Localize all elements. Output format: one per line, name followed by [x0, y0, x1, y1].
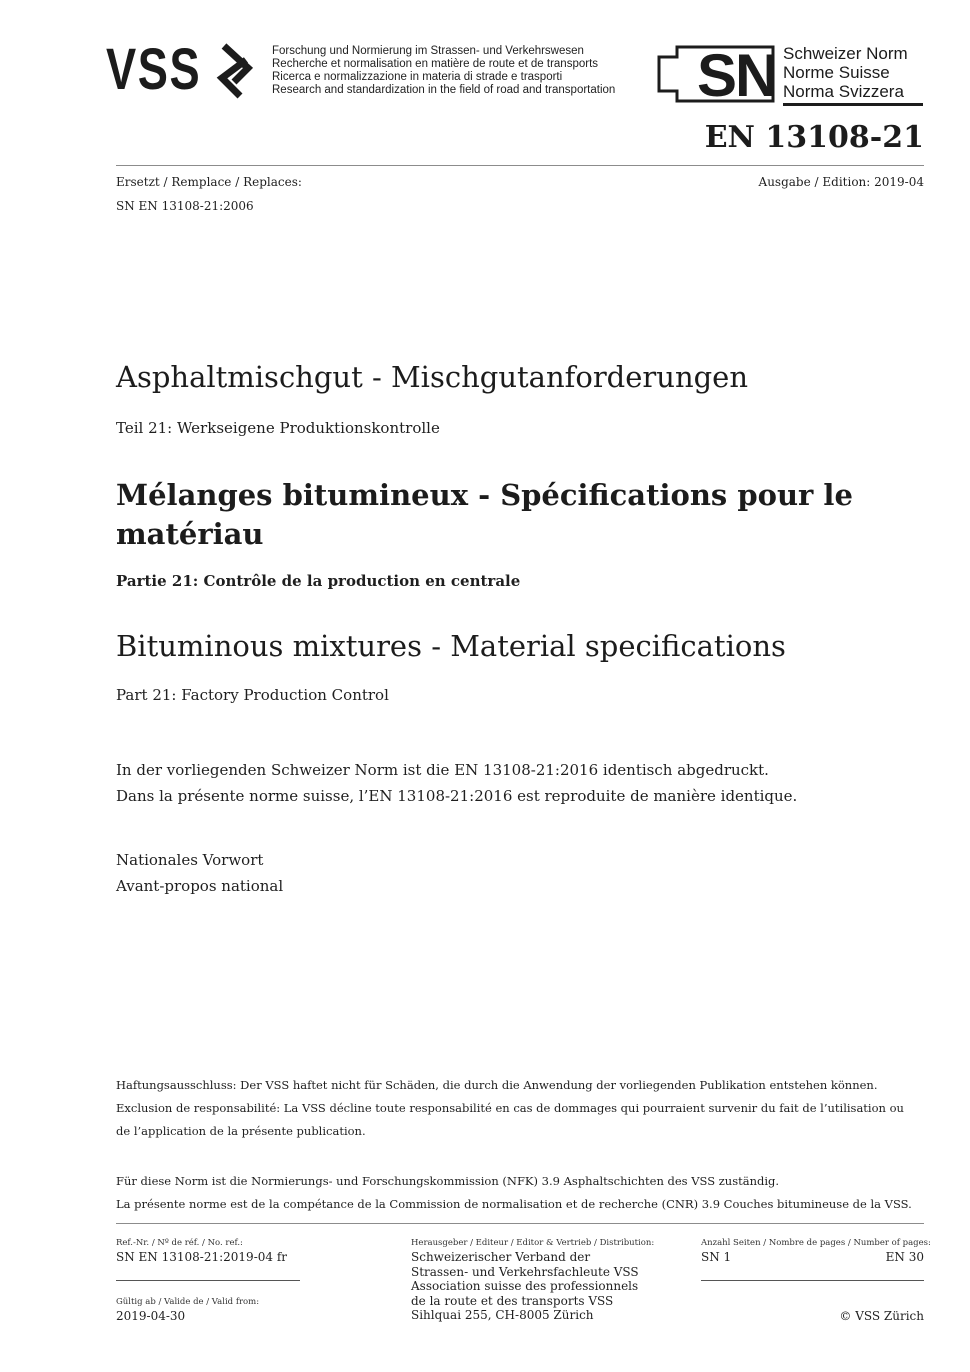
publisher-line: de la route et des transports VSS	[411, 1293, 614, 1308]
sn-name-it: Norma Svizzera	[783, 82, 904, 101]
title-de: Asphaltmischgut - Mischgutanforderungen	[116, 360, 749, 394]
sn-underline	[783, 103, 923, 106]
statement-de: In der vorliegenden Schweizer Norm ist die EN 13108-21:2016 identisch abgedruckt.	[116, 761, 769, 779]
part-de: Teil 21: Werkseigene Produktionskontrolle	[116, 419, 440, 437]
pages-divider	[701, 1280, 924, 1281]
pages-en: EN 30	[885, 1250, 924, 1264]
vss-logo	[106, 37, 266, 102]
ref-label: Ref.-Nr. / Nº de réf. / No. ref.:	[116, 1238, 243, 1248]
committee-fr: La présente norme est de la compétance de la Commission de normalisation et de recherche (CNR) 3.9 Couches bitumineuse de la VSS.	[116, 1197, 912, 1211]
header-divider	[116, 165, 924, 166]
title-en: Bituminous mixtures - Material specifications	[116, 629, 786, 663]
sn-logo	[657, 43, 927, 113]
vss-chevron-icon	[210, 40, 270, 102]
copyright: © VSS Zürich	[839, 1309, 924, 1323]
tagline-de: Forschung und Normierung im Strassen- und Verkehrswesen	[272, 45, 584, 57]
sn-name-fr: Norme Suisse	[783, 63, 890, 82]
disclaimer-fr-line2: de l’application de la présente publication.	[116, 1124, 366, 1138]
replaces-value: SN EN 13108-21:2006	[116, 199, 254, 213]
tagline-it: Ricerca e normalizzazione in materia di strade e trasporti	[272, 71, 563, 83]
title-fr	[116, 476, 853, 554]
valid-value: 2019-04-30	[116, 1309, 186, 1323]
publisher-address	[411, 1250, 639, 1323]
sn-names	[783, 44, 908, 101]
committee-de: Für diese Norm ist die Normierungs- und Forschungskommission (NFK) 3.9 Asphaltschichten des VSS zuständig.	[116, 1174, 780, 1188]
ref-divider	[116, 1280, 300, 1281]
standard-number: EN 13108-21	[704, 120, 924, 155]
title-fr-line1: Mélanges bitumineux - Spécifications pour le	[116, 478, 853, 512]
edition-label: Ausgabe / Edition: 2019-04	[758, 175, 924, 189]
ref-value: SN EN 13108-21:2019-04 fr	[116, 1250, 288, 1264]
statement-fr: Dans la présente norme suisse, l’EN 13108-21:2016 est reproduite de manière identique.	[116, 787, 798, 805]
sn-name-de: Schweizer Norm	[783, 44, 908, 63]
foreword-fr: Avant-propos national	[116, 877, 284, 895]
pages-label: Anzahl Seiten / Nombre de pages / Number of pages:	[701, 1238, 931, 1248]
foreword-de: Nationales Vorwort	[116, 851, 264, 869]
tagline-fr: Recherche et normalisation en matière de route et de transports	[272, 58, 599, 70]
disclaimer-de: Haftungsausschluss: Der VSS haftet nicht für Schäden, die durch die Anwendung der vorliegenden Publikation entstehen können.	[116, 1078, 878, 1092]
pages-sn: SN 1	[701, 1250, 732, 1264]
vss-tagline	[272, 45, 615, 97]
publisher-label: Herausgeber / Editeur / Editor & Vertrieb / Distribution:	[411, 1238, 655, 1248]
publisher-line: Sihlquai 255, CH-8005 Zürich	[411, 1308, 594, 1322]
part-fr: Partie 21: Contrôle de la production en centrale	[116, 572, 521, 590]
replaces-label: Ersetzt / Remplace / Replaces:	[116, 175, 302, 189]
title-fr-line2: matériau	[116, 517, 264, 551]
tagline-en: Research and standardization in the field of road and transportation	[272, 84, 616, 96]
committee	[116, 1170, 912, 1216]
valid-label: Gültig ab / Valide de / Valid from:	[116, 1297, 260, 1307]
publisher-line: Association suisse des professionnels	[411, 1279, 639, 1293]
sn-logo-text: SN	[697, 42, 777, 109]
disclaimer	[116, 1074, 904, 1143]
publisher-line: Strassen- und Verkehrsfachleute VSS	[411, 1264, 639, 1279]
vss-logo-text: VSS	[106, 37, 202, 102]
footer-divider	[116, 1223, 924, 1224]
part-en: Part 21: Factory Production Control	[116, 686, 389, 704]
disclaimer-fr-line1: Exclusion de responsabilité: La VSS décline toute responsabilité en cas de dommages qui pourraient survenir du fait de l’utilisation ou	[116, 1101, 904, 1115]
publisher-line: Schweizerischer Verband der	[411, 1250, 591, 1264]
